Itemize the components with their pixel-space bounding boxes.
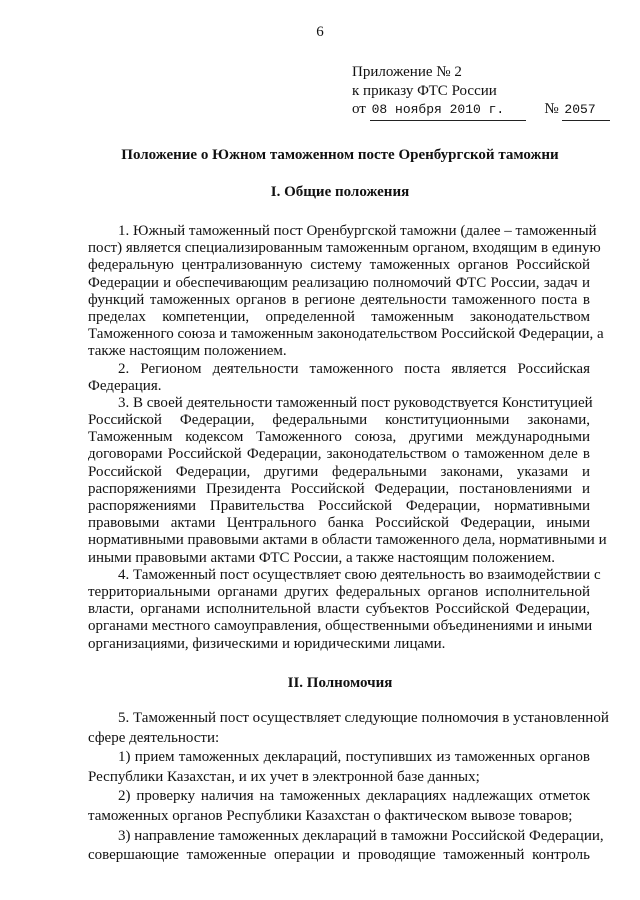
text-line: Таможенного союза и таможенным законодательством Российской Федерации, а bbox=[88, 326, 604, 343]
text-line: 2) проверку наличия на таможенных декларациях надлежащих отметок bbox=[118, 788, 590, 805]
text-line: пределах компетенции, определенной таможенным законодательством bbox=[88, 308, 590, 325]
section-heading-general: I. Общие положения bbox=[270, 184, 410, 200]
paragraph bbox=[88, 748, 590, 787]
section-heading-powers: II. Полномочия bbox=[287, 675, 393, 691]
paragraph bbox=[88, 827, 604, 866]
text-line: Федерация. bbox=[88, 377, 162, 394]
section-powers-body bbox=[88, 709, 609, 866]
text-line: 2. Регионом деятельности таможенного поста является Российская bbox=[118, 360, 590, 377]
text-line: территориальными органами других федеральных органов исполнительной bbox=[88, 583, 590, 600]
text-line: организациями, физическими и юридическими лицами. bbox=[88, 635, 446, 652]
number-prefix: № bbox=[544, 101, 559, 117]
text-line: 3) направление таможенных деклараций в таможни Российской Федерации, bbox=[118, 827, 604, 844]
text-line: сфере деятельности: bbox=[88, 729, 220, 746]
text-line: органами местного самоуправления, общественными объединениями и иными bbox=[88, 618, 593, 635]
paragraph bbox=[88, 566, 601, 653]
order-number: 2057 bbox=[562, 101, 610, 121]
page-number: 6 bbox=[316, 24, 324, 40]
paragraph bbox=[88, 709, 609, 748]
text-line: пост) является специализированным таможенным органом, входящим в единую bbox=[88, 240, 601, 257]
text-line: федеральную централизованную систему таможенных органов Российской bbox=[88, 257, 590, 274]
text-line: правовыми актами Центрального банка Российской Федерации, иными bbox=[88, 515, 590, 532]
appendix-line: Приложение № 2 bbox=[352, 64, 462, 80]
text-line: Федерации и обеспечивающим реализацию полномочий ФТС России, задач и bbox=[88, 274, 590, 291]
text-line: функций таможенных органов в регионе деятельности таможенного поста в bbox=[88, 291, 590, 308]
order-reference: к приказу ФТС России bbox=[352, 82, 497, 99]
text-line: нормативными правовыми актами в области таможенного дела, нормативными и bbox=[88, 532, 607, 549]
section-general-body bbox=[88, 223, 607, 653]
appendix-block bbox=[352, 63, 610, 121]
document-title: Положение о Южном таможенном посте Оренбургской таможни bbox=[121, 147, 559, 163]
text-line: договорами Российской Федерации, законодательством о таможенном деле в bbox=[88, 446, 590, 463]
order-date-line bbox=[352, 100, 610, 121]
paragraph bbox=[88, 223, 604, 361]
text-line: Республики Казахстан, и их учет в электронной базе данных; bbox=[88, 768, 480, 785]
paragraph bbox=[88, 361, 590, 395]
text-line: 4. Таможенный пост осуществляет свою деятельность во взаимодействии с bbox=[118, 566, 601, 583]
text-line: Российской Федерации, федеральными конституционными законами, bbox=[88, 412, 590, 429]
text-line: таможенных органов Республики Казахстан о фактическом вывозе товаров; bbox=[88, 807, 573, 824]
order-date: 08 ноября 2010 г. bbox=[370, 101, 526, 121]
text-line: распоряжениями Президента Российской Федерации, постановлениями и bbox=[88, 480, 590, 497]
text-line: иными правовыми актами ФТС России, а также настоящим положением. bbox=[88, 549, 556, 566]
text-line: 5. Таможенный пост осуществляет следующие полномочия в установленной bbox=[118, 710, 609, 726]
paragraph bbox=[88, 394, 607, 567]
text-line: распоряжениями Правительства Российской Федерации, нормативными bbox=[88, 498, 590, 514]
text-line: Российской Федерации, другими федеральными законами, указами и bbox=[88, 463, 590, 480]
date-prefix: от bbox=[352, 101, 366, 117]
text-line: 3. В своей деятельности таможенный пост руководствуется Конституцией bbox=[118, 394, 593, 411]
text-line: 1) прием таможенных деклараций, поступивших из таможенных органов bbox=[118, 749, 590, 766]
text-line: также настоящим положением. bbox=[88, 343, 287, 360]
text-line: Таможенным кодексом Таможенного союза, другими международными bbox=[88, 429, 590, 446]
text-line: 1. Южный таможенный пост Оренбургской таможни (далее – таможенный bbox=[118, 223, 597, 239]
text-line: власти, органами исполнительной власти субъектов Российской Федерации, bbox=[88, 601, 590, 618]
text-line: совершающие таможенные операции и проводящие таможенный контроль bbox=[88, 847, 590, 864]
paragraph bbox=[88, 787, 590, 826]
